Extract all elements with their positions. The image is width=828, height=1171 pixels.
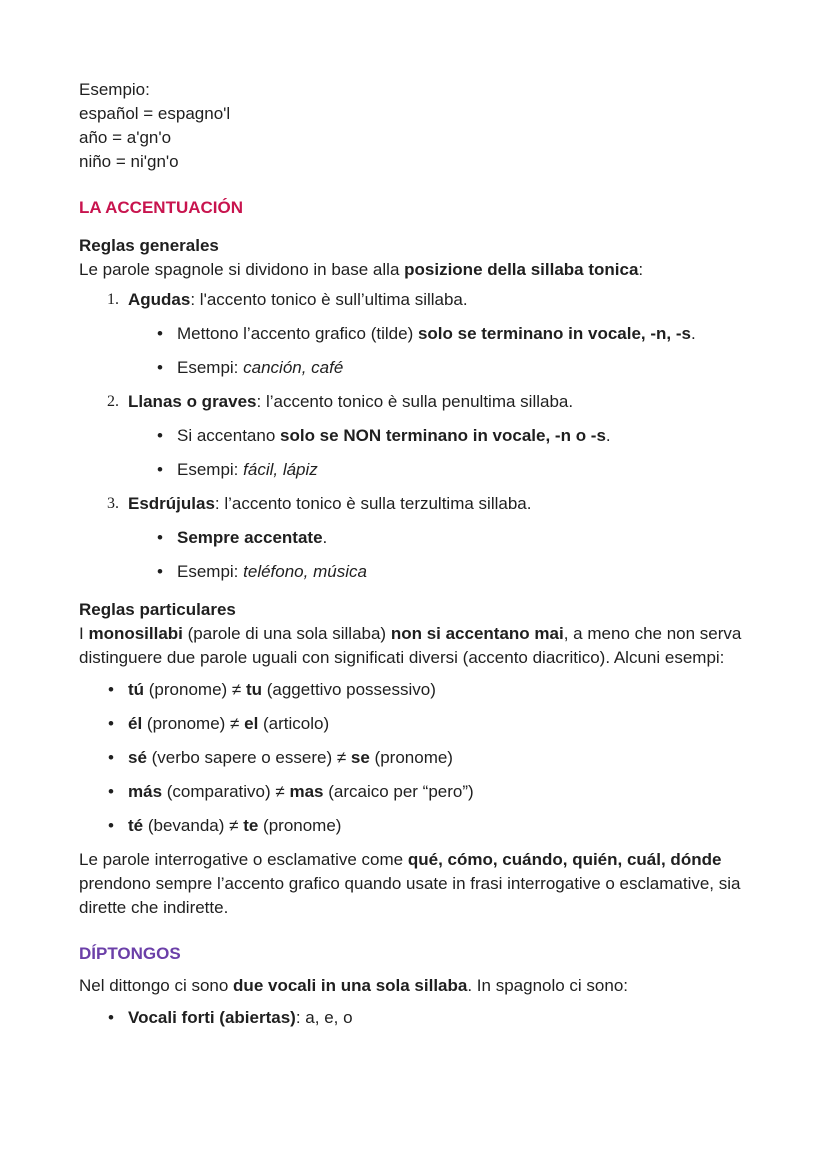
- document-page: [79, 78, 759, 1040]
- rule-detail: • Sempre accentate.: [128, 526, 759, 550]
- general-rules-intro: Le parole spagnole si dividono in base alla posizione della sillaba tonica:: [79, 260, 644, 279]
- diphthongs-heading: DÍPTONGOS: [79, 944, 181, 963]
- monosyllables-paragraph: I monosillabi (parole di una sola sillaba) non si accentano mai, a meno che non serva distinguere due parole uguali con significati diversi (accento diacritico). Alcuni esempi:: [79, 624, 742, 667]
- accentuation-heading: LA ACCENTUACIÓN: [79, 198, 244, 217]
- vowels-list: [79, 1006, 759, 1030]
- rule-example: • Esempi: canción, café: [128, 356, 759, 380]
- list-number: 2.: [107, 393, 119, 410]
- rule-example: • Esempi: teléfono, música: [128, 560, 759, 584]
- example-line: español = espagno'l: [79, 104, 231, 123]
- general-rules-title: Reglas generales: [79, 236, 219, 255]
- example-block: [79, 78, 759, 174]
- rule-item-llanas: 2. Llanas o graves: l’accento tonico è sulla penultima sillaba. • Si accentano solo se NON terminano in vocale, -n o -s. • Esempi: fácil, lápiz: [79, 390, 759, 482]
- list-item: • sé (verbo sapere o essere) ≠ se (pronome): [79, 746, 759, 770]
- example-line: niño = ni'gn'o: [79, 152, 179, 171]
- diacritic-pairs-list: [79, 678, 759, 838]
- diphthongs-intro: Nel dittongo ci sono due vocali in una sola sillaba. In spagnolo ci sono:: [79, 976, 629, 995]
- list-number: 1.: [107, 291, 119, 308]
- rule-details: [128, 526, 759, 584]
- list-item: • Vocali forti (abiertas): a, e, o: [79, 1006, 759, 1030]
- particular-rules-title: Reglas particulares: [79, 600, 236, 619]
- list-item: • tú (pronome) ≠ tu (aggettivo possessivo): [79, 678, 759, 702]
- example-label: Esempio:: [79, 80, 150, 99]
- rule-example: • Esempi: fácil, lápiz: [128, 458, 759, 482]
- rule-item-agudas: 1. Agudas: l'accento tonico è sull’ultima sillaba. • Mettono l’accento grafico (tilde) solo se terminano in vocale, -n, -s. • Esempi: canción, café: [79, 288, 759, 380]
- rule-details: [128, 322, 759, 380]
- list-item: • té (bevanda) ≠ te (pronome): [79, 814, 759, 838]
- list-item: • él (pronome) ≠ el (articolo): [79, 712, 759, 736]
- example-line: año = a'gn'o: [79, 128, 172, 147]
- list-item: • más (comparativo) ≠ mas (arcaico per “pero”): [79, 780, 759, 804]
- interrogatives-paragraph: Le parole interrogative o esclamative come qué, cómo, cuándo, quién, cuál, dónde prendono sempre l’accento grafico quando usate in frasi interrogative o esclamative, sia dirette che indirette.: [79, 850, 741, 917]
- general-rules-list: [79, 288, 759, 584]
- list-number: 3.: [107, 495, 119, 512]
- rule-detail: • Si accentano solo se NON terminano in vocale, -n o -s.: [128, 424, 759, 448]
- rule-detail: • Mettono l’accento grafico (tilde) solo se terminano in vocale, -n, -s.: [128, 322, 759, 346]
- rule-item-esdrujulas: 3. Esdrújulas: l’accento tonico è sulla terzultima sillaba. • Sempre accentate. • Esempi: teléfono, música: [79, 492, 759, 584]
- rule-details: [128, 424, 759, 482]
